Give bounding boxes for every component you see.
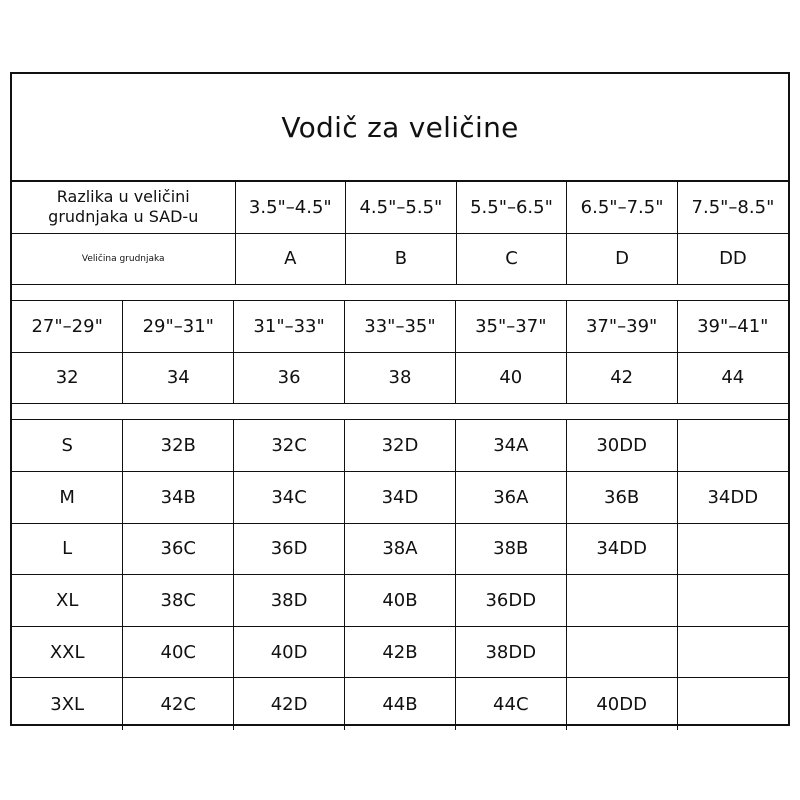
size-cell [566, 575, 677, 627]
size-row [12, 420, 788, 472]
size-cell: 38DD [455, 626, 566, 678]
cup-cell: DD [677, 233, 788, 284]
size-label: L [12, 523, 123, 575]
band-cell: 38 [345, 352, 456, 403]
band-row [12, 352, 788, 403]
size-label: XL [12, 575, 123, 627]
band-cell: 36 [234, 352, 345, 403]
size-cell: 36DD [455, 575, 566, 627]
size-cell: 40D [234, 626, 345, 678]
size-cell [677, 523, 788, 575]
cup-difference-table [12, 182, 788, 284]
size-guide-chart [10, 72, 790, 726]
size-cell: 34A [455, 420, 566, 472]
size-cell: 32B [123, 420, 234, 472]
measurement-row [12, 301, 788, 352]
size-cell: 36D [234, 523, 345, 575]
difference-cell: 7.5"–8.5" [677, 182, 788, 233]
size-cell: 34DD [566, 523, 677, 575]
size-cell [677, 420, 788, 472]
band-cell: 40 [455, 352, 566, 403]
size-cell: 40B [345, 575, 456, 627]
size-cell [677, 575, 788, 627]
measurement-cell: 33"–35" [345, 301, 456, 352]
size-cell [677, 678, 788, 730]
size-cell: 44B [345, 678, 456, 730]
measurement-cell: 27"–29" [12, 301, 123, 352]
size-cell: 32D [345, 420, 456, 472]
chart-title: Vodič za veličine [12, 74, 788, 182]
size-mapping-table [12, 420, 788, 730]
size-cell: 42B [345, 626, 456, 678]
size-cell: 42D [234, 678, 345, 730]
section-separator [12, 403, 788, 420]
band-cell: 42 [566, 352, 677, 403]
measurement-cell: 31"–33" [234, 301, 345, 352]
size-cell: 36C [123, 523, 234, 575]
difference-cell: 6.5"–7.5" [567, 182, 678, 233]
size-cell: 42C [123, 678, 234, 730]
size-cell: 34C [234, 472, 345, 524]
difference-cell: 4.5"–5.5" [346, 182, 457, 233]
size-cell: 38A [345, 523, 456, 575]
size-row [12, 472, 788, 524]
size-cell: 44C [455, 678, 566, 730]
size-cell: 36A [455, 472, 566, 524]
band-cell: 34 [123, 352, 234, 403]
band-size-table [12, 301, 788, 403]
size-row [12, 575, 788, 627]
difference-cell: 5.5"–6.5" [456, 182, 567, 233]
measurement-cell: 29"–31" [123, 301, 234, 352]
size-cell: 36B [566, 472, 677, 524]
cup-cell: C [456, 233, 567, 284]
measurement-cell: 39"–41" [677, 301, 788, 352]
cup-row [12, 233, 788, 284]
size-cell: 38C [123, 575, 234, 627]
size-cell: 32C [234, 420, 345, 472]
size-row [12, 626, 788, 678]
size-label: XXL [12, 626, 123, 678]
size-cell: 34D [345, 472, 456, 524]
size-cell: 38D [234, 575, 345, 627]
section-separator [12, 284, 788, 301]
size-cell: 30DD [566, 420, 677, 472]
size-label: S [12, 420, 123, 472]
size-cell: 34DD [677, 472, 788, 524]
difference-row-label: Razlika u veličini grudnjaka u SAD-u [12, 182, 235, 233]
cup-cell: A [235, 233, 346, 284]
difference-row [12, 182, 788, 233]
size-label: 3XL [12, 678, 123, 730]
size-cell: 40DD [566, 678, 677, 730]
size-cell [566, 626, 677, 678]
size-cell [677, 626, 788, 678]
size-label: M [12, 472, 123, 524]
band-cell: 44 [677, 352, 788, 403]
cup-cell: B [346, 233, 457, 284]
size-cell: 38B [455, 523, 566, 575]
cup-cell: D [567, 233, 678, 284]
measurement-cell: 37"–39" [566, 301, 677, 352]
measurement-cell: 35"–37" [455, 301, 566, 352]
size-cell: 40C [123, 626, 234, 678]
cup-row-label: Veličina grudnjaka [12, 233, 235, 284]
band-cell: 32 [12, 352, 123, 403]
size-cell: 34B [123, 472, 234, 524]
size-row [12, 523, 788, 575]
size-row [12, 678, 788, 730]
difference-cell: 3.5"–4.5" [235, 182, 346, 233]
